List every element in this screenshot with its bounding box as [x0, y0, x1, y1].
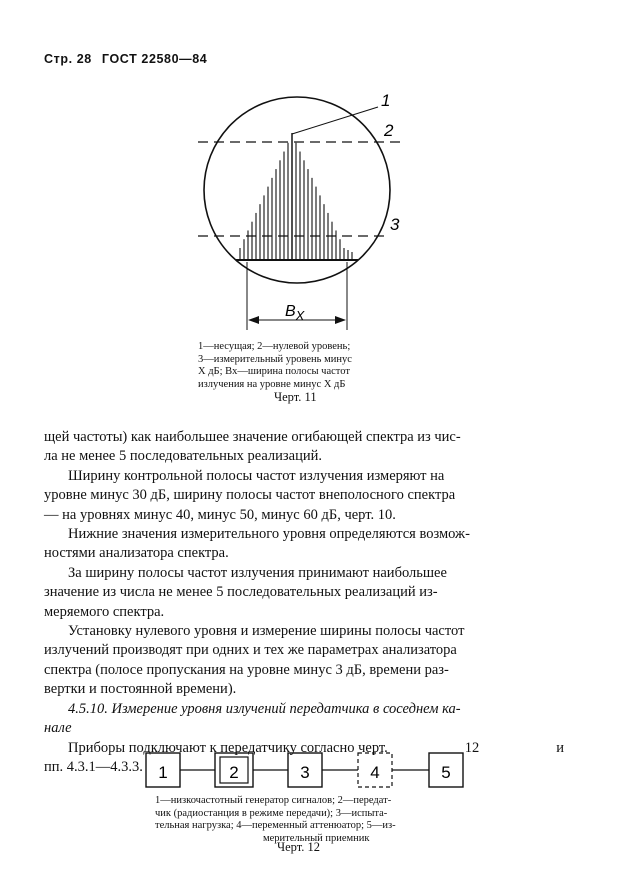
text-line: уровне минус 30 дБ, ширину полосы частот внеполосного спектра: [44, 487, 456, 504]
text-line: Установку нулевого уровня и измерение ширины полосы частот: [68, 623, 465, 640]
page-number: Стр. 28: [44, 52, 92, 66]
text-line: значение из числа не менее 5 последовательных реализаций из-: [44, 584, 438, 601]
section-heading-cont: нале: [44, 720, 72, 737]
text-line: ла не менее 5 последовательных реализаций.: [44, 448, 322, 465]
caption-line: излучения на уровне минус X дБ: [198, 378, 346, 390]
text-line: ностями анализатора спектра.: [44, 545, 229, 562]
arrow-right: [335, 316, 346, 324]
text-line: щей частоты) как наибольшее значение огибающей спектра из чис-: [44, 429, 461, 445]
text-line: За ширину полосы частот излучения принимают наибольшее: [68, 564, 447, 581]
text-line: Нижние значения измерительного уровня определяются возмож-: [68, 526, 470, 543]
figure-11-spectrum-diagram: [0, 0, 626, 400]
caption-line: чик (радиостанция в режиме передачи); 3—испыта-: [155, 807, 388, 819]
body-text: [44, 428, 564, 777]
caption-line: X дБ; Bx—ширина полосы частот: [198, 366, 350, 377]
text-line: Приборы подключают к передатчику согласно черт. 12 и: [68, 739, 564, 756]
block-label: 3: [300, 763, 310, 782]
caption-line: 3—измерительный уровень минус: [198, 353, 352, 365]
block-label: 5: [441, 763, 451, 782]
label-1: 1: [381, 91, 391, 110]
figure-11-caption: [198, 341, 414, 391]
text-line: вертки и постоянной времени).: [44, 681, 237, 698]
leader-line-1: [292, 107, 378, 134]
arrow-left: [248, 316, 259, 324]
block-4-attenuator-label: 4: [370, 763, 380, 782]
text-line: спектра (полосе пропускания на уровне минус 3 дБ, времени раз-: [44, 661, 449, 678]
text-line: пп. 4.3.1—4.3.3.: [44, 758, 143, 775]
block-label: 1: [158, 763, 168, 782]
section-heading: 4.5.10. Измерение уровня излучений передатчика в соседнем ка-: [68, 700, 461, 717]
text-line: излучений производят при одних и тех же параметрах анализатора: [44, 642, 457, 659]
caption-line: 1—несущая; 2—нулевой уровень;: [198, 341, 351, 352]
caption-line: 1—низкочастотный генератор сигналов; 2—передат-: [155, 795, 392, 806]
label-3: 3: [390, 215, 400, 234]
standard-number: ГОСТ 22580—84: [101, 52, 208, 66]
spectrum-lines: [240, 134, 352, 260]
text-line: Ширину контрольной полосы частот излучения измеряют на: [68, 467, 445, 484]
analyzer-screen-circle: [204, 97, 390, 283]
label-2: 2: [384, 121, 394, 140]
figure-12-title: Черт. 12: [277, 840, 321, 854]
caption-line: тельная нагрузка; 4—переменный аттенюатор; 5—из-: [155, 820, 396, 831]
figure-11-title: Черт. 11: [274, 390, 317, 404]
caption-line: мерительный приемник: [263, 832, 370, 844]
block-label: 2: [229, 763, 239, 782]
text-line: меряемого спектра.: [44, 603, 165, 620]
figure-12-caption: [155, 795, 485, 845]
width-label: $B_X$: [285, 303, 305, 323]
text-line: — на уровнях минус 40, минус 50, минус 60 дБ, черт. 10.: [44, 506, 396, 523]
